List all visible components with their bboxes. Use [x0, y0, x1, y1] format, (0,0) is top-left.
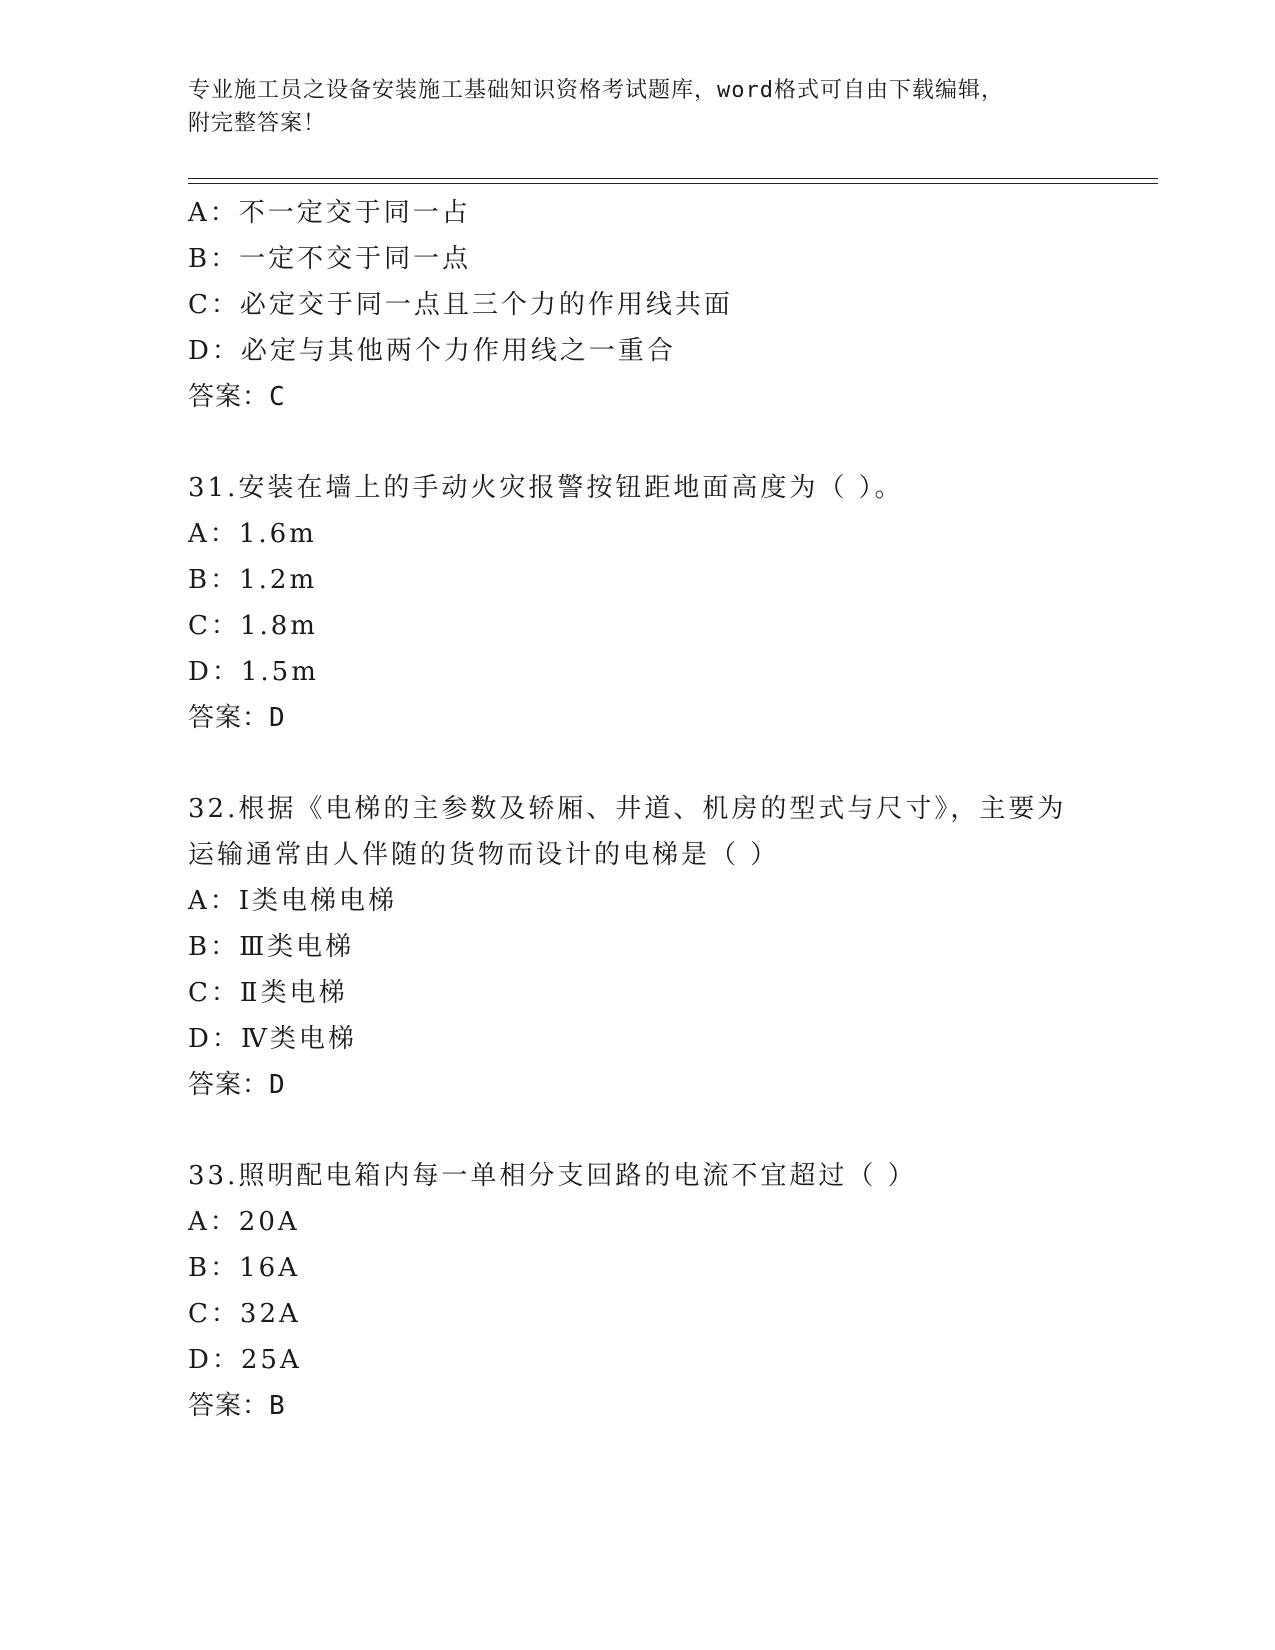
option-c: C：1.8m [188, 611, 318, 641]
option-a: A：不一定交于同一占 [188, 198, 471, 228]
option-b: B：一定不交于同一点 [188, 244, 472, 274]
question-30 [188, 190, 1148, 420]
option-a: A：Ⅰ类电梯电梯 [188, 886, 398, 916]
option-b: B：1.2m [188, 565, 318, 595]
option-d: D：25A [188, 1345, 302, 1375]
option-d: D：Ⅳ类电梯 [188, 1024, 357, 1054]
question-list [188, 190, 1148, 1429]
option-b: B：16A [188, 1253, 300, 1283]
spacer [188, 420, 1148, 465]
document-header [188, 74, 1088, 140]
spacer [188, 1108, 1148, 1153]
answer-line: 答案：C [188, 382, 286, 412]
answer-line: 答案：D [188, 1070, 286, 1100]
header-line-1: 专业施工员之设备安装施工基础知识资格考试题库，word格式可自由下载编辑， [188, 78, 1004, 103]
answer-line: 答案：B [188, 1391, 286, 1421]
option-b: B：Ⅲ类电梯 [188, 932, 355, 962]
option-a: A：20A [188, 1207, 300, 1237]
option-c: C：Ⅱ类电梯 [188, 978, 348, 1008]
question-stem: 33.照明配电箱内每一单相分支回路的电流不宜超过（ ） [188, 1161, 917, 1191]
question-stem-line-2: 运输通常由人伴随的货物而设计的电梯是（ ） [188, 840, 780, 870]
question-32 [188, 786, 1148, 1108]
question-31 [188, 465, 1148, 741]
option-c: C：必定交于同一点且三个力的作用线共面 [188, 290, 733, 320]
spacer [188, 741, 1148, 786]
header-line-2: 附完整答案！ [188, 111, 327, 136]
option-a: A：1.6m [188, 519, 317, 549]
option-d: D：必定与其他两个力作用线之一重合 [188, 336, 676, 366]
header-divider-bottom [188, 183, 1158, 184]
answer-line: 答案：D [188, 703, 286, 733]
question-stem-line-1: 32.根据《电梯的主参数及轿厢、井道、机房的型式与尺寸》，主要为 [188, 794, 1067, 824]
question-33 [188, 1153, 1148, 1429]
header-divider-top [188, 178, 1158, 179]
option-d: D：1.5m [188, 657, 319, 687]
option-c: C：32A [188, 1299, 301, 1329]
question-stem: 31.安装在墙上的手动火灾报警按钮距地面高度为（ ）。 [188, 473, 904, 503]
